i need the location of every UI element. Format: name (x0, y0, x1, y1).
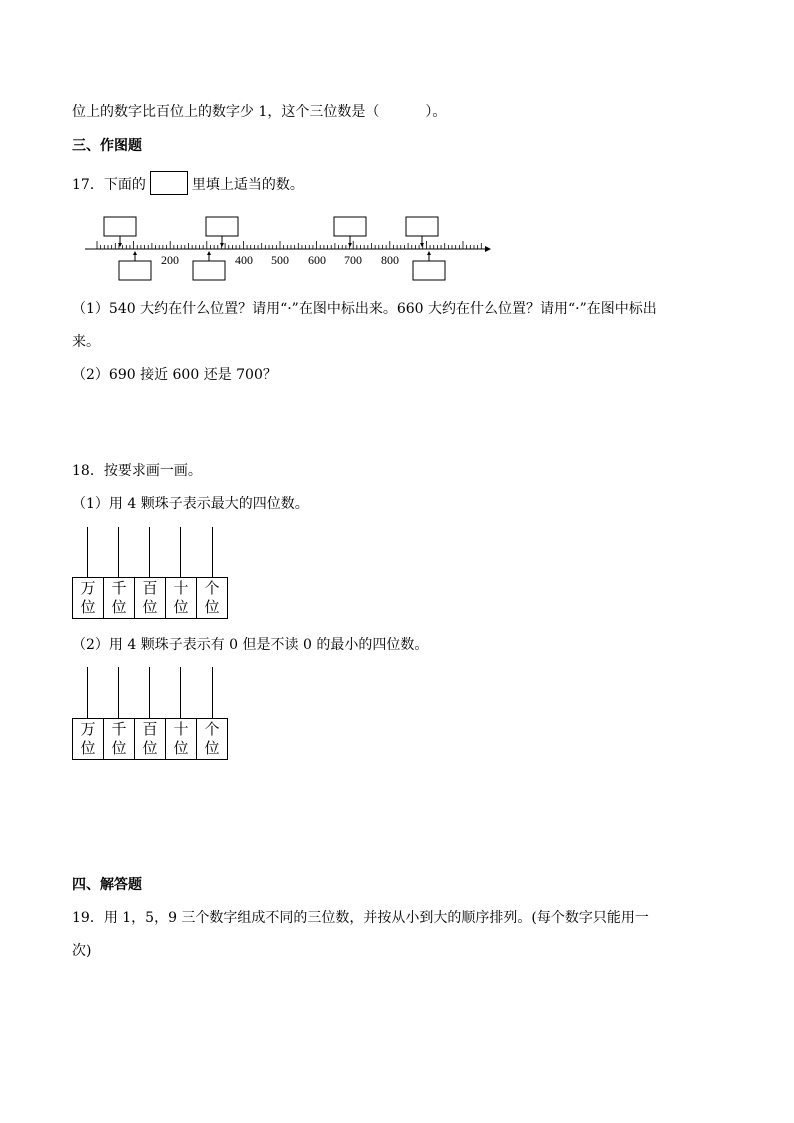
place-qian: 千 位 (104, 719, 135, 760)
abacus-1-rod-bai[interactable] (149, 527, 150, 577)
section4-title: 四、解答题 (72, 877, 142, 893)
tick-marks (97, 241, 481, 249)
q18-title: 18．按要求画一画。 (72, 463, 202, 479)
q17-prefix: 17．下面的 (72, 177, 146, 193)
tick-label: 400 (235, 253, 253, 267)
q16-tail (72, 102, 446, 122)
place-ge: 个 位 (197, 719, 228, 760)
abacus-1-rod-shi[interactable] (180, 527, 181, 577)
place-bai: 百 位 (135, 578, 166, 619)
answer-box-bottom-2[interactable] (193, 261, 225, 280)
tick-label: 500 (271, 253, 289, 267)
answer-box-top-1[interactable] (104, 217, 136, 236)
tick-label: 600 (308, 253, 326, 267)
abacus-2-rod-bai[interactable] (149, 667, 150, 718)
answer-box-top-3[interactable] (334, 217, 366, 236)
answer-box-top-2[interactable] (206, 217, 238, 236)
q16-text-before: 位上的数字比百位上的数字少 1，这个三位数是（ (72, 104, 380, 120)
abacus-1-rod-ge[interactable] (212, 527, 213, 577)
place-wan: 万 位 (73, 578, 104, 619)
q19-line1: 19．用 1，5，9 三个数字组成不同的三位数，并按从小到大的顺序排列。(每个数字只能用一 (72, 910, 649, 926)
tick-label: 200 (161, 253, 179, 267)
q17-part2: （2）690 接近 600 还是 700？ (72, 367, 277, 383)
answer-box-bottom-3[interactable] (413, 261, 445, 280)
q17-part1-line1: （1）540 大约在什么位置？请用“·”在图中标出来。660 大约在什么位置？请用“·”在图中标出 (72, 301, 657, 317)
abacus-1-rod-wan[interactable] (87, 527, 88, 577)
q18-part1: （1）用 4 颗珠子表示最大的四位数。 (72, 496, 309, 512)
axis-arrow (485, 246, 491, 252)
place-ge: 个 位 (197, 578, 228, 619)
abacus-2-rod-wan[interactable] (87, 667, 88, 718)
abacus-1-place-table (72, 577, 228, 619)
place-bai: 百 位 (135, 719, 166, 760)
q17-prompt (72, 173, 304, 197)
q17-part1-line2: 来。 (72, 334, 100, 350)
answer-box-bottom-1[interactable] (119, 261, 151, 280)
abacus-1-rod-qian[interactable] (118, 527, 119, 577)
answer-box-top-4[interactable] (406, 217, 438, 236)
place-wan: 万 位 (73, 719, 104, 760)
q17-number-line (80, 210, 520, 290)
abacus-2-rod-ge[interactable] (212, 667, 213, 718)
place-shi: 十 位 (166, 578, 197, 619)
place-qian: 千 位 (104, 578, 135, 619)
q17-suffix: 里填上适当的数。 (191, 177, 304, 193)
tick-label: 700 (344, 253, 362, 267)
q17-example-box (150, 171, 188, 195)
place-shi: 十 位 (166, 719, 197, 760)
q18-part2: （2）用 4 颗珠子表示有 0 但是不读 0 的最小的四位数。 (72, 637, 429, 653)
abacus-2-rod-shi[interactable] (180, 667, 181, 718)
q19-line2: 次) (72, 943, 92, 959)
q16-text-after: ）。 (425, 104, 447, 120)
section3-title: 三、作图题 (72, 138, 142, 154)
abacus-2-rod-qian[interactable] (118, 667, 119, 718)
tick-label: 800 (381, 253, 399, 267)
abacus-2-place-table (72, 718, 228, 760)
